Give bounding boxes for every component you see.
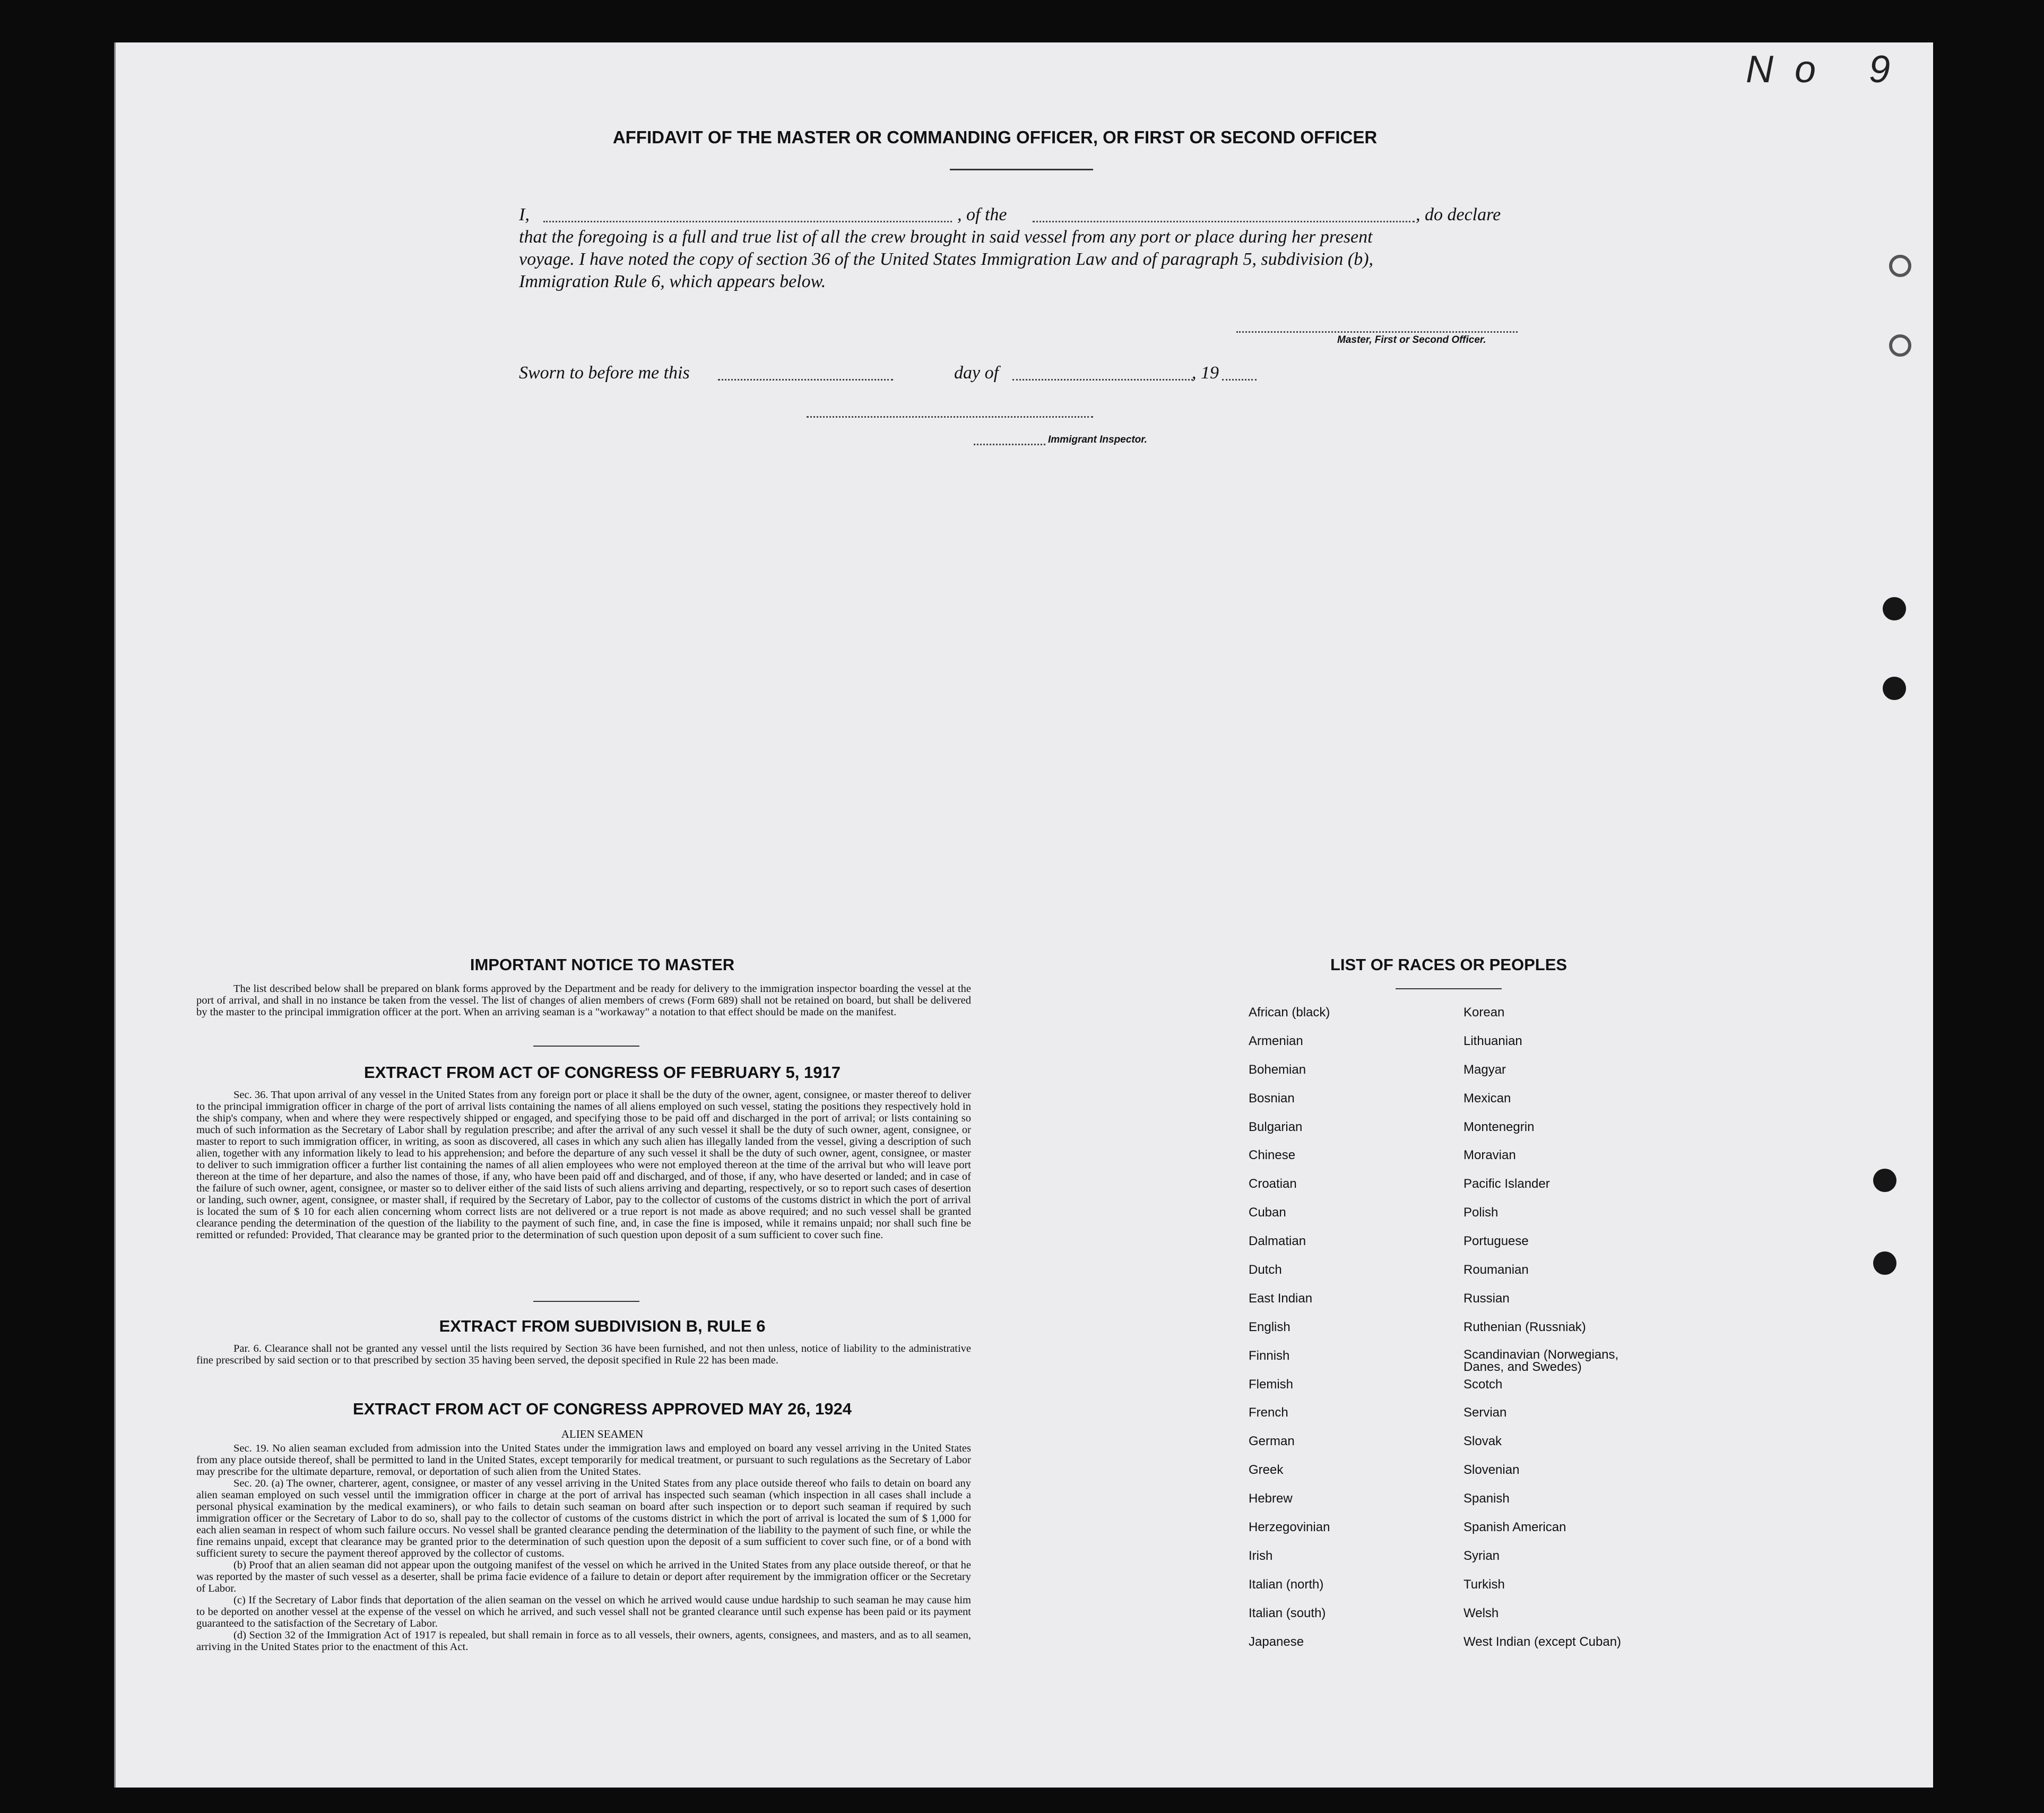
race-item: Syrian — [1463, 1548, 1500, 1563]
race-item: Slovenian — [1463, 1463, 1520, 1478]
race-item: Polish — [1463, 1205, 1499, 1220]
sec-19-text: Sec. 19. No alien seaman excluded from admission into the United States under the immigration laws and employed on board any vessel arriving in the United States from any place outside thereof, shall be permitted to land in the United States, except temporarily for medical treatment, or pursuant to such regulations as the Secretary of Labor may prescribe for the ultimate departure, removal, or deportation of such alien from the United States. — [196, 1443, 971, 1478]
affidavit-line-3: voyage. I have noted the copy of section 36 of the United States Immigration Law and of paragraph 5, subdivision (b), — [519, 249, 1374, 269]
race-item: Greek — [1249, 1463, 1284, 1478]
races-right-column — [1463, 1005, 1644, 1663]
race-item: Turkish — [1463, 1577, 1505, 1592]
affidavit-declare: , do declare — [1416, 205, 1501, 225]
master-name-blank[interactable] — [543, 221, 952, 222]
race-item: Flemish — [1249, 1377, 1294, 1392]
race-item: Herzegovinian — [1249, 1520, 1330, 1535]
sec-20b-text: (b) Proof that an alien seaman did not appear upon the outgoing manifest of the vessel on which he arrived in the United States from any place outside thereof, or that he was reported by the master of such vessel as a deserter, shall be prima facie evidence of a failure to detain or deport after requirement by the immigration officer or the Secretary of Labor. — [196, 1559, 971, 1594]
race-item: Scandinavian (Norwegians, Danes, and Swedes) — [1463, 1347, 1619, 1374]
divider — [950, 169, 1093, 170]
affidavit-line-1 — [519, 204, 1522, 226]
vessel-name-blank[interactable] — [1033, 221, 1415, 222]
sworn-month-blank[interactable] — [1012, 379, 1193, 381]
races-title: LIST OF RACES OR PEOPLES — [1330, 955, 1567, 974]
inspector-prefix-line — [974, 444, 1045, 445]
race-item: Dutch — [1249, 1263, 1282, 1277]
race-item: Welsh — [1463, 1605, 1499, 1620]
race-item: Ruthenian (Russniak) — [1463, 1319, 1586, 1334]
rule-6-title: EXTRACT FROM SUBDIVISION B, RULE 6 — [439, 1317, 766, 1335]
race-item: Lithuanian — [1463, 1033, 1522, 1048]
notice-text: The list described below shall be prepared on blank forms approved by the Department and be ready for delivery to the immigration inspector boarding the vessel at the port of arrival, and shall in no instance be taken from the vessel. The list of changes of alien members of crews (Form 689) shall not be retained on board, but shall be delivered by the master to the principal immigration officer at the port. When an arriving seaman is a "workaway" a notation to that effect should be made on the manifest. — [196, 983, 971, 1018]
race-item: Russian — [1463, 1291, 1510, 1306]
notice-title: IMPORTANT NOTICE TO MASTER — [470, 955, 735, 974]
race-item: English — [1249, 1319, 1291, 1334]
race-item: Mexican — [1463, 1091, 1511, 1106]
binder-hole — [1873, 1169, 1896, 1192]
race-item: Dalmatian — [1249, 1234, 1306, 1249]
sec-20c-text: (c) If the Secretary of Labor finds that deportation of the alien seaman on the vessel on which he arrived would cause undue hardship to such seaman he may cause him to be deported on another vessel at the expense of the vessel on which he arrived, and such vessel shall not be granted clearance until such expense has been paid or its payment guaranteed to the satisfaction of the Secretary of Labor. — [196, 1594, 971, 1629]
binder-hole — [1883, 677, 1906, 700]
sec-20a-text: Sec. 20. (a) The owner, charterer, agent, consignee, or master of any vessel arriving in the United States from any place outside thereof who fails to detain on board any alien seaman employed on such vessel until the immigration officer in charge at the port of arrival has inspected such seaman (which inspection in all cases shall include a personal physical examination by the medical examiners), or who fails to detain such seaman on board after such inspection or to deport such seaman if required by such immigration officer or the Secretary of Labor to do so, shall pay to the collector of customs of the customs district in which the port of arrival is located the sum of $ 1,000 for each alien seaman in respect of whom such failure occurs. No vessel shall be granted clearance pending the determination of the liability to the payment of such fine, or while the fine remains unpaid, except that clearance may be granted prior to the determination of such question upon the deposit of a sum sufficient to cover such fine, or of a bond with sufficient surety to secure the payment thereof approved by the collector of customs. — [196, 1478, 971, 1559]
race-item: Servian — [1463, 1405, 1507, 1420]
race-item: Korean — [1463, 1005, 1505, 1020]
race-item: Roumanian — [1463, 1263, 1529, 1277]
race-item: Hebrew — [1249, 1491, 1293, 1506]
act-1924-body — [196, 1443, 971, 1653]
race-item: Chinese — [1249, 1148, 1296, 1163]
year-text: , 19 — [1192, 363, 1219, 383]
divider — [1396, 988, 1502, 989]
divider — [533, 1046, 639, 1047]
race-item: Moravian — [1463, 1148, 1516, 1163]
race-item: Irish — [1249, 1548, 1273, 1563]
race-item: African (black) — [1249, 1005, 1330, 1020]
race-item: Portuguese — [1463, 1234, 1529, 1249]
affidavit-i: I, — [519, 205, 530, 225]
race-item: Bosnian — [1249, 1091, 1295, 1106]
race-item: Slovak — [1463, 1434, 1502, 1449]
inspector-signature-line[interactable] — [807, 416, 1093, 418]
act-1924-subtitle: ALIEN SEAMEN — [561, 1428, 644, 1440]
race-item: Cuban — [1249, 1205, 1286, 1220]
act-1924-title: EXTRACT FROM ACT OF CONGRESS APPROVED MAY 26, 1924 — [353, 1400, 852, 1418]
master-signature-line[interactable] — [1236, 331, 1518, 333]
sworn-year-blank[interactable] — [1222, 379, 1257, 381]
race-item: Montenegrin — [1463, 1119, 1535, 1134]
affidavit-of-the: , of the — [957, 205, 1007, 225]
rule-6-text: Par. 6. Clearance shall not be granted any vessel until the lists required by Section 36 have been furnished, and not then unless, notice of liability to the administrative fine prescribed by said section or to that prescribed by section 35 having been served, the deposit specified in Rule 22 has been made. — [196, 1343, 971, 1366]
affidavit-line-2: that the foregoing is a full and true list of all the crew brought in said vessel from any port or place during her present — [519, 227, 1373, 247]
races-left-column — [1249, 1005, 1330, 1663]
sworn-day-blank[interactable] — [718, 379, 893, 381]
race-item: German — [1249, 1434, 1295, 1449]
sworn-line — [519, 362, 1522, 384]
master-signature-label: Master, First or Second Officer. — [1337, 334, 1486, 346]
day-of-text: day of — [954, 363, 999, 383]
race-item: Pacific Islander — [1463, 1177, 1550, 1192]
binder-hole — [1873, 1251, 1896, 1275]
race-item: Croatian — [1249, 1177, 1297, 1192]
race-item: West Indian (except Cuban) — [1463, 1634, 1622, 1649]
race-item: East Indian — [1249, 1291, 1313, 1306]
affidavit-line-4: Immigration Rule 6, which appears below. — [519, 272, 826, 291]
affidavit-title: AFFIDAVIT OF THE MASTER OR COMMANDING OFFICER, OR FIRST OR SECOND OFFICER — [612, 127, 1378, 147]
binder-hole — [1889, 334, 1911, 357]
act-1917-title: EXTRACT FROM ACT OF CONGRESS OF FEBRUARY 5, 1917 — [364, 1063, 841, 1082]
race-item: Bulgarian — [1249, 1119, 1303, 1134]
race-item: Spanish American — [1463, 1520, 1566, 1535]
race-item: Japanese — [1249, 1634, 1304, 1649]
race-item: Italian (north) — [1249, 1577, 1324, 1592]
sworn-text: Sworn to before me this — [519, 363, 690, 383]
act-1917-text: Sec. 36. That upon arrival of any vessel in the United States from any foreign port or place it shall be the duty of the owner, agent, consignee, or master thereof to deliver to the principal immigration officer in charge of the port of arrival lists containing the names of all aliens employed on such vessel, stating the positions they respectively hold in the ship's company, when and where they were respectively shipped or engaged, and specifying those to be paid off and discharged in the port of arrival; or lists containing so much of such information as the Secretary of Labor shall by regulation prescribe; and after the arrival of any such vessel it shall be the duty of such owner, agent, consignee, or master to report to such immigration officer, in writing, as soon as discovered, all cases in which any such alien has illegally landed from the vessel, giving a description of such alien, together with any information likely to lead to his apprehension; and before the departure of any such vessel it shall be the duty of such owner, agent, consignee, or master to deliver to such immigration officer a further list containing the names of all alien employees who were not employed thereon at the time of the arrival but who will leave port thereon at the time of her departure, and also the names of those, if any, who have been paid off and discharged, and of those, if any, who have deserted or landed; and in case of the failure of such owner, agent, consignee, or master so to deliver either of the said lists of such aliens arriving and departing, respectively, or so to report such cases of desertion or landing, such owner, agent, consignee, or master shall, if required by the Secretary of Labor, pay to the collector of customs of the customs district in which the port of arrival is located the sum of $ 10 for each alien concerning whom correct lists are not delivered or a true report is not made as above required; and no such vessel shall be granted clearance pending the determination of the question of the liability to the payment of such fine, and, in case the fine is imposed, while it remains unpaid; nor shall such fine be remitted or refunded: Provided, That clearance may be granted prior to the determination of such question upon deposit of a sum sufficient to cover such fine. — [196, 1089, 971, 1241]
page-mark: No 9 — [1746, 48, 1912, 91]
race-item: Spanish — [1463, 1491, 1510, 1506]
race-item: Italian (south) — [1249, 1605, 1326, 1620]
race-item: French — [1249, 1405, 1288, 1420]
race-item: Magyar — [1463, 1062, 1506, 1077]
race-item: Finnish — [1249, 1348, 1290, 1363]
binder-hole — [1889, 255, 1911, 277]
race-item: Scotch — [1463, 1377, 1503, 1392]
inspector-label: Immigrant Inspector. — [1048, 434, 1147, 445]
race-item: Bohemian — [1249, 1062, 1306, 1077]
binder-hole — [1883, 597, 1906, 620]
sec-20d-text: (d) Section 32 of the Immigration Act of 1917 is repealed, but shall remain in force as to all vessels, their owners, agents, consignees, and masters, and as to all seamen, arriving in the United States prior to the enactment of this Act. — [196, 1629, 971, 1653]
divider — [533, 1301, 639, 1302]
race-item: Armenian — [1249, 1033, 1303, 1048]
